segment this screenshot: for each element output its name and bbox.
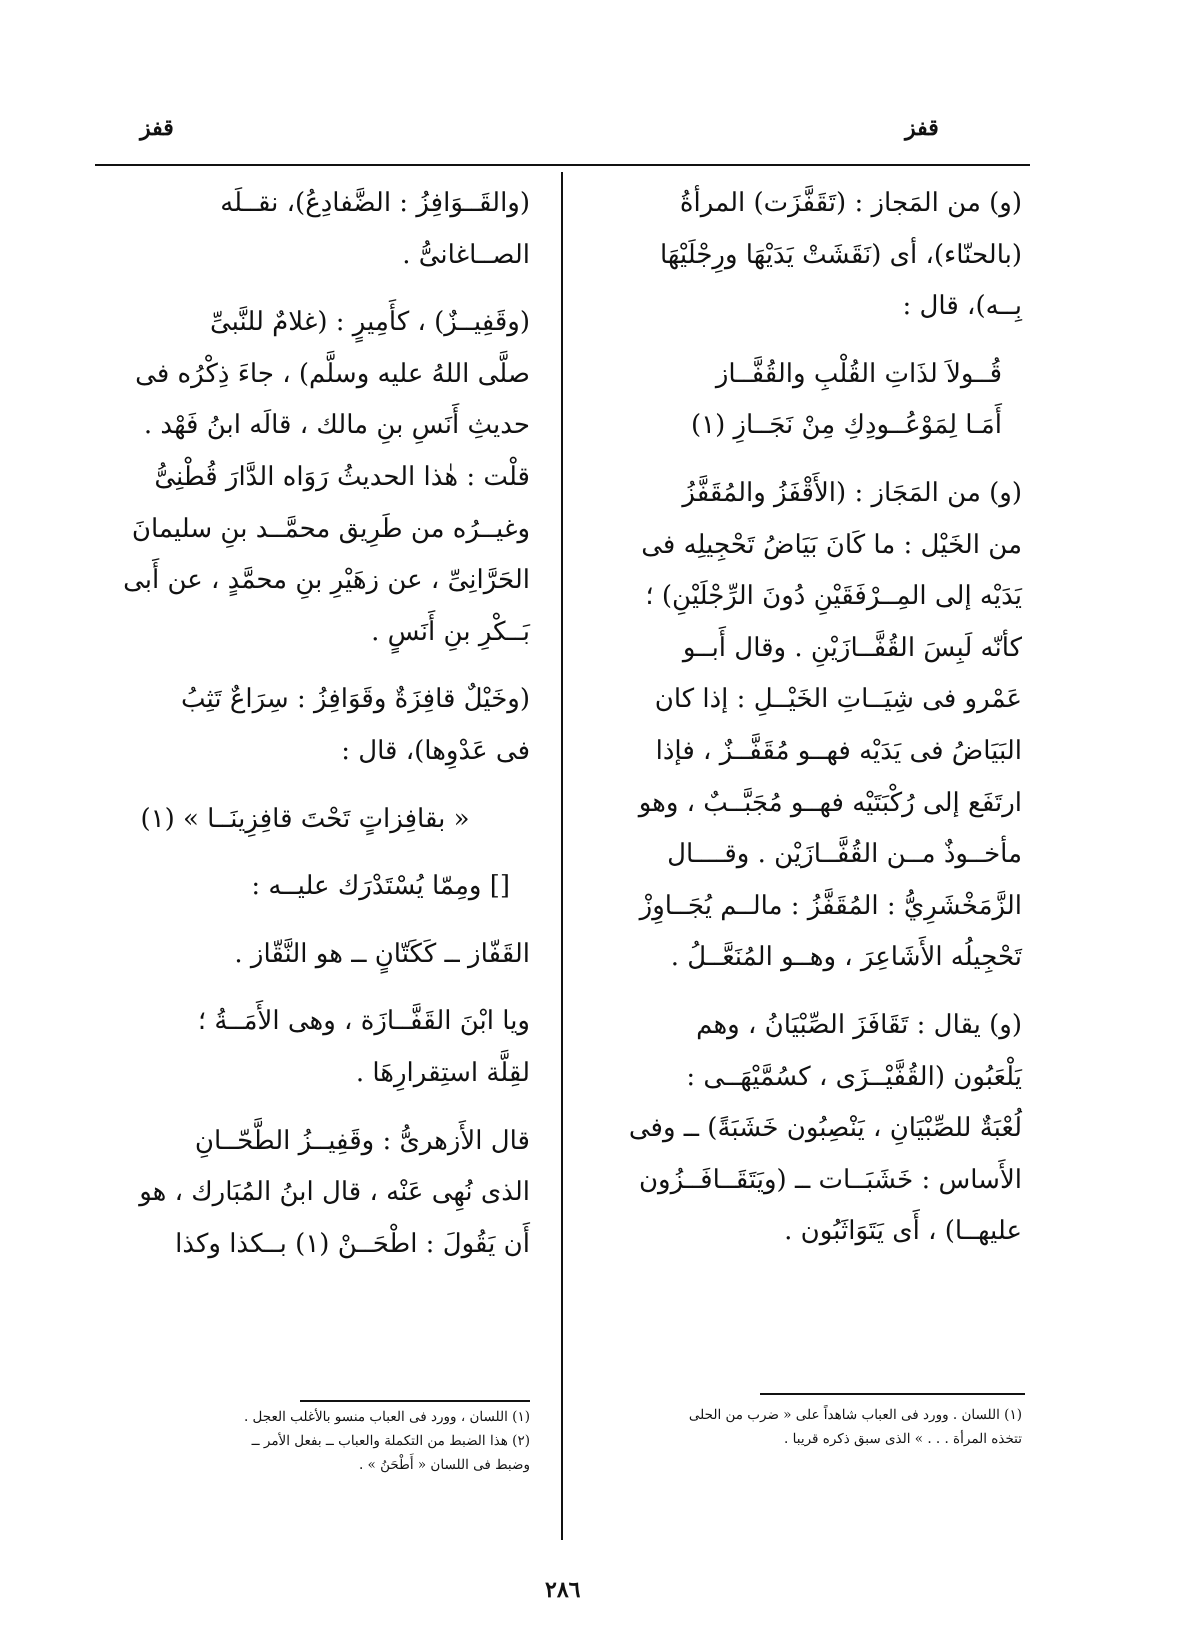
- entry-paragraph: (و) يقال : تَقَافَزَ الصِّبْيَانُ ، وهم يَلْعَبُون (القُفَّيْــزَى ، كسُمَّيْهَــى : لُعْبَةٌ للصِّبْيَانِ ، يَنْصِبُون خَشَبَةً) ــ وفى الأَساس : خَشَبَــات ــ (ويَتَقَــافَــزُون عليهــا) ، أَى يَتَوَاثَبُون .: [628, 1009, 1022, 1247]
- footnote-right: (١) اللسان . وورد فى العباب شاهداً على « ضرب من الحلى تتخذه المرأة . . . » الذى سبق ذكره قريبا .: [688, 1407, 1022, 1447]
- entry-paragraph: القَفّاز ــ كَكَتّانٍ ــ هو النَّقّاز .: [234, 938, 530, 969]
- footnote-rule-left: [300, 1400, 530, 1402]
- entry-paragraph: (و) من المَجاز : (تَقَفَّزَت) المرأةُ (بالحنّاء)، أى (نَقَشَتْ يَدَيْهَا ورِجْلَيْهَا بِــه)، قال :: [660, 188, 1022, 322]
- running-header-right: قفز: [905, 115, 939, 141]
- entry-paragraph: ويا ابْنَ القَفَّــازَة ، وهى الأَمَــةُ ؛ لقِلَّة استِقرارِهَا .: [197, 1006, 530, 1088]
- entry-paragraph: (وقَفِيــزٌ) ، كأَمِيرٍ : (غلامٌ للنَّبىِّ صلَّى اللهُ عليه وسلَّم) ، جاءَ ذِكْرُه فى حديثِ أَنَسِ بنِ مالك ، قالَه ابنُ فَهْد . قلْت : هٰذا الحديثُ رَوَاه الدَّارَ قُطْنِىُّ وغيــرُه من طَرِيق محمَّــد بنِ سليمانَ الحَرَّانِىِّ ، عن زهَيْرِ بنِ محمَّدٍ ، عن أَبى بَــكْرِ بنِ أَنَسٍ .: [123, 307, 530, 647]
- entry-paragraph: (و) من المَجَاز : (الأَقْفَزُ والمُقَفَّزُ من الخَيْل : ما كَانَ بَيَاضُ تَحْجِيلِه فى يَدَيْه إلى المِــرْفَقَيْنِ دُونَ الرِّجْلَيْنِ) ؛ كأنّه لَبِسَ القُفَّــازَيْنِ . وقال أَبــو عَمْرو فى شِيَــاتِ الخَيْــلِ : إذا كان البَيَاضُ فى يَدَيْه فهــو مُقَفَّــزٌ ، فإذا ارتَفَع إلى رُكْبَتَيْه فهــو مُجَبَّــبٌ ، وهو مأخــوذٌ مــن القُفَّــازَيْن . وقــــال الزَّمَخْشَرِيُّ : المُقَفَّزُ : مالــم يُجَــاوِزْ تَحْجِيلُه الأَشَاعِرَ ، وهــو المُنَعَّــلُ .: [638, 477, 1022, 973]
- running-header-left: قفز: [140, 115, 174, 141]
- header-rule: [95, 164, 1030, 166]
- right-column: [582, 178, 1022, 1274]
- entry-paragraph: قال الأَزهرىُّ : وقَفِيــزُ الطَّحّــانِ الذى نُهِى عَنْه ، قال ابنُ المُبَارك ، هو أَن يَقُولَ : اطْحَــنْ (١) بــكذا وكذا: [139, 1125, 530, 1259]
- verse-line: قُــولاَ لذَاتِ القُلْبِ والقُفَّــاز أَمَـا لِمَوْعُــودِكِ مِنْ نَجَــازِ (١): [690, 358, 1002, 441]
- page-number: ٢٨٦: [545, 1577, 581, 1603]
- left-column: [100, 178, 530, 1286]
- footnote-left: (١) اللسان ، وورد فى العباب منسو بالأغلب العجل . (٢) هذا الضبط من التكملة والعباب ــ بفعل الأمر ــ وضبط فى اللسان « أَطْحَنُ » .: [243, 1409, 530, 1473]
- column-divider: [561, 172, 563, 1540]
- entry-paragraph: (والقَــوَافِزُ : الضَّفادِعُ)، نقــلَه الصــاغانىُّ .: [220, 188, 530, 270]
- verse-line: « بقافِزاتٍ تَحْتَ قافِزِينَــا » (١): [140, 803, 470, 834]
- footnote-rule-right: [760, 1393, 1025, 1395]
- entry-paragraph: (وخَيْلٌ قافِزَةٌ وقَوَافِزُ : سِرَاعٌ تَثِبُ فى عَدْوِها)، قال :: [180, 684, 530, 766]
- verse-line: [] ومِمّا يُسْتَدْرَك عليــه :: [251, 871, 510, 902]
